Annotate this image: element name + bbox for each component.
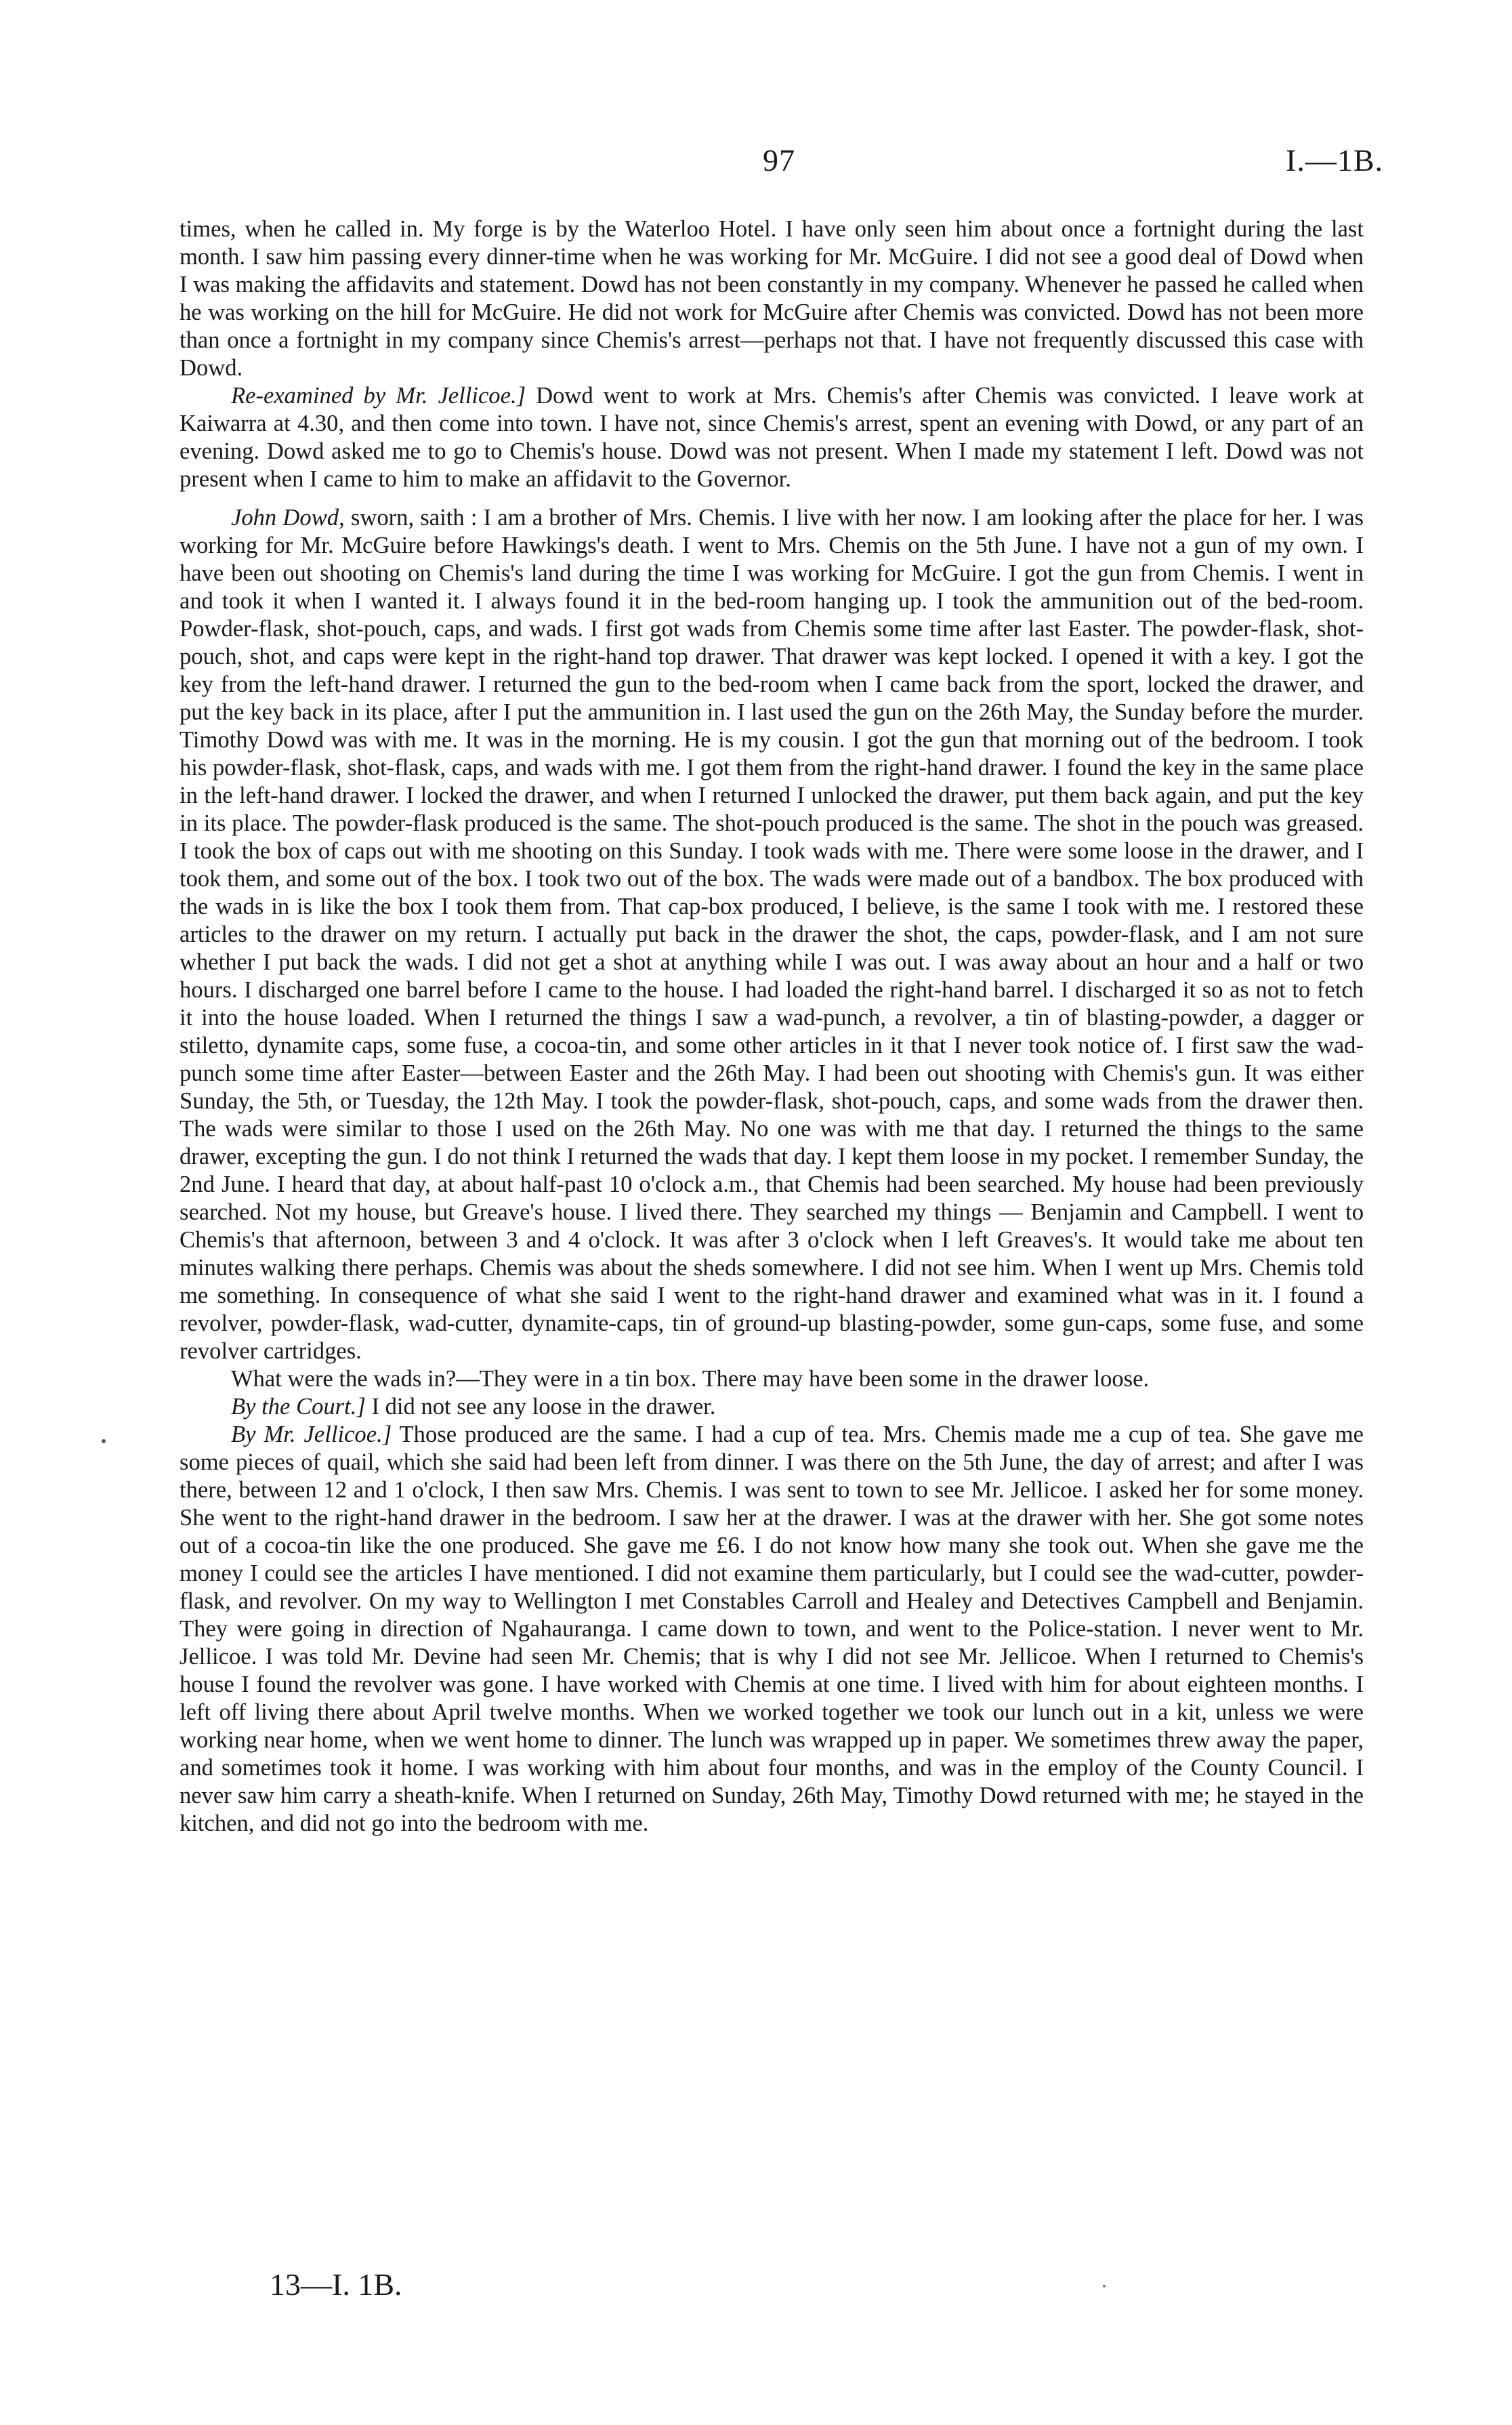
body-text: [180, 215, 1364, 1838]
paragraph-question: What were the wads in?—They were in a tin box. There may have been some in the drawer loose.: [231, 1366, 1150, 1392]
document-reference: I.—1B.: [1286, 143, 1383, 178]
speaker-lead: By the Court.]: [231, 1394, 366, 1419]
signature-mark: 13—I. 1B.: [270, 2267, 402, 2302]
paragraph-continuation: times, when he called in. My forge is by the Waterloo Hotel. I have only seen him about once a fortnight during the last month. I saw him passing every dinner-time when he was working for Mr. McGuire. I did not see a good deal of Dowd when I was making the affidavits and statement. Dowd has not been constantly in my company. Whenever he passed he called when he was working on the hill for McGuire. He did not work for McGuire after Chemis was convicted. Dowd has not been more than once a fortnight in my company since Chemis's arrest—perhaps not that. I have not frequently discussed this case with Dowd.: [180, 216, 1364, 381]
footer-dot: [1103, 2285, 1106, 2287]
paragraph-by-jellicoe: By Mr. Jellicoe.] Those produced are the same. I had a cup of tea. Mrs. Chemis made me a cup of tea. She gave me some pieces of quail, which she said had been left from dinner. I was there on the 5th June, the day of arrest; and after I was there, between 12 and 1 o'clock, I then saw Mrs. Chemis. I was sent to town to see Mr. Jellicoe. I asked her for some money. She went to the right-hand drawer in the bedroom. I saw her at the drawer. I was at the drawer with her. She got some notes out of a cocoa-tin like the one produced. She gave me £6. I do not know how many she took out. When she gave me the money I could see the articles I have mentioned. I did not examine them particularly, but I could see the wad-cutter, powder-flask, and revolver. On my way to Wellington I met Constables Carroll and Healey and Detectives Campbell and Benjamin. They were going in direction of Ngahauranga. I came down to town, and went to the Police-station. I never went to Mr. Jellicoe. I was told Mr. Devine had seen Mr. Chemis; that is why I did not see Mr. Jellicoe. When I returned to Chemis's house I found the revolver was gone. I have worked with Chemis at one time. I lived with him for about eighteen months. I left off living there about April twelve months. When we worked together we took our lunch out in a kit, unless we were working near home, when we went home to dinner. The lunch was wrapped up in paper. We sometimes threw away the paper, and sometimes took it home. I was working with him about four months, and was in the employ of the County Council. I never saw him carry a sheath-knife. When I returned on Sunday, 26th May, Timothy Dowd returned with me; he stayed in the kitchen, and did not go into the bedroom with me.: [180, 1422, 1364, 1836]
page-number: 97: [763, 143, 795, 178]
witness-name: John Dowd,: [231, 505, 345, 531]
paragraph-re-examined: Re-examined by Mr. Jellicoe.] Dowd went to work at Mrs. Chemis's after Chemis was convicted. I leave work at Kaiwarra at 4.30, and then come into town. I have not, since Chemis's arrest, spent an evening with Dowd, or any part of an evening. Dowd asked me to go to Chemis's house. Dowd was not present. When I made my statement I left. Dowd was not present when I came to him to make an affidavit to the Governor.: [180, 383, 1364, 492]
speaker-lead: By Mr. Jellicoe.]: [231, 1422, 392, 1447]
paragraph-by-court: By the Court.] I did not see any loose in the drawer.: [231, 1394, 716, 1419]
speaker-lead: Re-examined by Mr. Jellicoe.]: [231, 383, 526, 409]
margin-dot: [102, 1439, 106, 1443]
paragraph-john-dowd: John Dowd, sworn, saith : I am a brother of Mrs. Chemis. I live with her now. I am looking after the place for her. I was working for Mr. McGuire before Hawkings's death. I went to Mrs. Chemis on the 5th June. I have not a gun of my own. I have been out shooting on Chemis's land during the time I was working for McGuire. I got the gun from Chemis. I went in and took it when I wanted it. I always found it in the bed-room hanging up. I took the ammunition out of the bed-room. Powder-flask, shot-pouch, caps, and wads. I first got wads from Chemis some time after last Easter. The powder-flask, shot-pouch, shot, and caps were kept in the right-hand top drawer. That drawer was kept locked. I opened it with a key. I got the key from the left-hand drawer. I returned the gun to the bed-room when I came back from the sport, locked the drawer, and put the key back in its place, after I put the ammunition in. I last used the gun on the 26th May, the Sunday before the murder. Timothy Dowd was with me. It was in the morning. He is my cousin. I got the gun that morning out of the bedroom. I took his powder-flask, shot-flask, caps, and wads with me. I got them from the right-hand drawer. I found the key in the same place in the left-hand drawer. I locked the drawer, and when I returned I unlocked the drawer, put them back again, and put the key in its place. The powder-flask produced is the same. The shot-pouch produced is the same. The shot in the pouch was greased. I took the box of caps out with me shooting on this Sunday. I took wads with me. There were some loose in the drawer, and I took them, and some out of the box. I took two out of the box. The wads were made out of a bandbox. The box produced with the wads in is like the box I took them from. That cap-box produced, I believe, is the same I took with me. I restored these articles to the drawer on my return. I actually put back in the drawer the shot, the caps, powder-flask, and I am not sure whether I put back the wads. I did not get a shot at anything while I was out. I was away about an hour and a half or two hours. I discharged one barrel before I came to the house. I had loaded the right-hand barrel. I discharged it so as not to fetch it into the house loaded. When I returned the things I saw a wad-punch, a revolver, a tin of blasting-powder, a dagger or stiletto, dynamite caps, some fuse, a cocoa-tin, and some other articles in it that I never took notice of. I first saw the wad-punch some time after Easter—between Easter and the 26th May. I had been out shooting with Chemis's gun. It was either Sunday, the 5th, or Tuesday, the 12th May. I took the powder-flask, shot-pouch, caps, and some wads from the drawer then. The wads were similar to those I used on the 26th May. No one was with me that day. I returned the things to the same drawer, excepting the gun. I do not think I returned the wads that day. I kept them loose in my pocket. I remember Sunday, the 2nd June. I heard that day, at about half-past 10 o'clock a.m., that Chemis had been searched. My house had been previously searched. Not my house, but Greave's house. I lived there. They searched my things — Benjamin and Campbell. I went to Chemis's that afternoon, between 3 and 4 o'clock. It was after 3 o'clock when I left Greaves's. It would take me about ten minutes walking there perhaps. Chemis was about the sheds somewhere. I did not see him. When I went up Mrs. Chemis told me something. In consequence of what she said I went to the right-hand drawer and examined what was in it. I found a revolver, powder-flask, wad-cutter, dynamite-caps, tin of ground-up blasting-powder, some gun-caps, some fuse, and some revolver cartridges.: [180, 505, 1364, 1364]
